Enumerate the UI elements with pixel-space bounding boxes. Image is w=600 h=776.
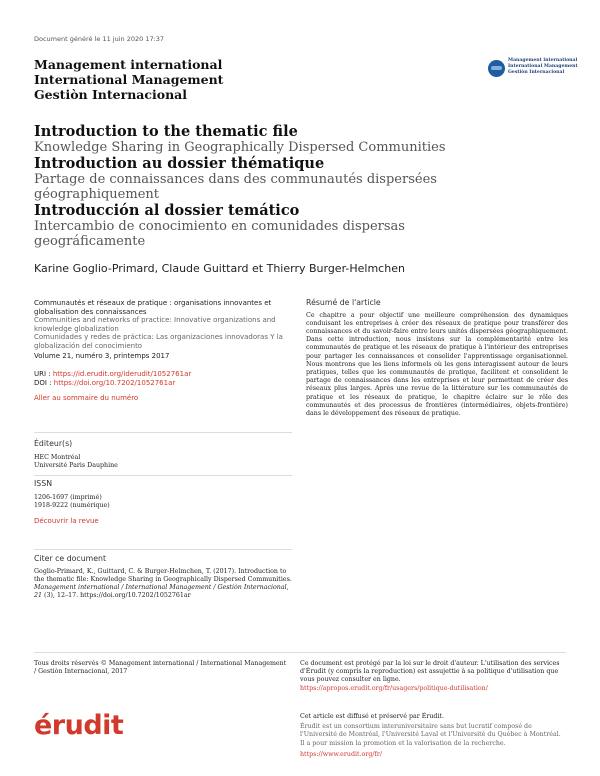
copyright-notice [300, 660, 562, 693]
doi-line [34, 379, 292, 388]
issue-title-en: Communities and networks of practice: Innovative organizations and knowledge globalization [34, 316, 276, 333]
issue-title-fr: Communautés et réseaux de pratique : organisations innovantes et globalisation des connaissances [34, 299, 272, 316]
editor-name: HEC Montréal [34, 453, 81, 461]
uri-line [34, 370, 292, 379]
generated-date: Document généré le 11 juin 2020 17:37 [34, 35, 165, 43]
divider [34, 652, 566, 653]
erudit-logo: érudit [34, 710, 124, 741]
citation-text [34, 568, 292, 600]
erudit-info [300, 713, 562, 759]
title-en: Introduction to the thematic file [34, 123, 298, 140]
issn-digital: 1918-9222 (numérique) [34, 501, 110, 509]
issn-section [34, 480, 292, 525]
subtitle-es: Intercambio de conocimiento en comunidades dispersas geográficamente [34, 219, 405, 249]
journal-name-es: Gestiòn Internacional [34, 87, 188, 102]
issue-info [34, 299, 292, 403]
title-fr: Introduction au dossier thématique [34, 155, 325, 172]
editor-section [34, 440, 292, 470]
discover-journal-link[interactable]: Découvrir la revue [34, 516, 99, 525]
uri-label: URI : [34, 370, 53, 379]
erudit-link[interactable]: https://www.erudit.org/fr/ [300, 750, 382, 758]
uri-link[interactable]: https://id.erudit.org/iderudit/1052761ar [52, 370, 192, 379]
editor-name: Université Paris Dauphine [34, 461, 118, 469]
logo-line: International Management [508, 64, 578, 69]
erudit-description: Érudit est un consortium interuniversitaire sans but lucratif composé de l'Université de Montréal, l'Université Laval et l'Université du Québec à Montréal. Il a pour mission la promotion et la valorisation de la recherche. [300, 723, 561, 747]
usage-policy-link[interactable]: https://apropos.erudit.org/fr/usagers/politique-dutilisation/ [300, 684, 488, 692]
subtitle-fr: Partage de connaissances dans des communautés dispersées géographiquement [34, 172, 437, 202]
table-of-contents-link[interactable]: Aller au sommaire du numéro [34, 394, 139, 403]
abstract-heading: Résumé de l'article [306, 298, 381, 307]
journal-logo [488, 57, 578, 83]
journal-names [34, 57, 223, 102]
doi-link[interactable]: https://doi.org/10.7202/1052761ar [53, 378, 176, 387]
issue-volume: Volume 21, numéro 3, printemps 2017 [34, 351, 170, 360]
citation-part: Goglio-Primard, K., Guittard, C. & Burger-Helmchen, T. (2017). Introduction to the thematic file: Knowledge Sharing in Geographically Dispersed Communities. [34, 567, 292, 583]
divider [34, 475, 292, 476]
issue-title-es: Comunidades y redes de práctica: Las organizaciones innovadoras Y la globalización del conocimiento [34, 333, 283, 350]
abstract-section [306, 299, 568, 418]
citation-part: (3), 12–17. https://doi.org/10.7202/1052761ar [42, 591, 191, 599]
journal-name-en: International Management [34, 72, 224, 87]
issn-heading: ISSN [34, 479, 53, 488]
divider [34, 549, 292, 550]
journal-name-fr: Management international [34, 57, 223, 72]
title-es: Introducción al dossier temático [34, 202, 300, 219]
rights-notice: Tous droits réservés © Management international / International Management / Gestiòn Internacional, 2017 [34, 660, 287, 676]
authors: Karine Goglio-Primard, Claude Guittard et Thierry Burger-Helmchen [34, 262, 405, 275]
issn-print: 1206-1697 (imprimé) [34, 493, 102, 501]
citation-journal: Management international / International Management / Gestiòn Internacional, 21 [34, 583, 289, 599]
abstract-text: Ce chapitre a pour objectif une meilleure compréhension des dynamiques conduisant les entreprises à créer des réseaux de pratique pour transférer des connaissances et du savoir-faire entre leurs unités dispersées géographiquement. Dans cette introduction, nous insistons sur la complémentarité entre les communautés de pratique et les réseaux de pratique à l'intérieur des entreprises pour partager les connaissances et consolider l'apprentissage organisationnel. Nous montrons que les liens informels où les gens interagissent autour de leurs pratiques, telles que les communautés de pratique, facilitent et consolident le partage de connaissances dans les entreprises et leur permettent de créer des réseaux plus larges. Après une revue de la littérature sur les communautés de pratique et les réseaux de pratique, le chapitre éclaire sur le rôle des communautés et des processus de frontières (intermédiaires, objets-frontière) dans le développement des réseaux de pratique. [306, 311, 568, 418]
editor-heading: Éditeur(s) [34, 439, 73, 448]
doi-label: DOI : [34, 378, 54, 387]
copyright-text: Ce document est protégé par la loi sur le droit d'auteur. L'utilisation des services d'Érudit (y compris la reproduction) est assujettie à sa politique d'utilisation que vous pouvez consulter en ligne. [300, 660, 560, 684]
logo-line: Gestiòn Internacional [508, 70, 565, 75]
cite-heading: Citer ce document [34, 554, 107, 563]
subtitle-en: Knowledge Sharing in Geographically Dispersed Communities [34, 140, 446, 155]
globe-icon [488, 60, 505, 77]
cite-section [34, 555, 292, 600]
article-titles [34, 124, 504, 250]
erudit-heading: Cet article est diffusé et préservé par Érudit. [300, 713, 444, 720]
divider [34, 432, 292, 433]
logo-line: Management international [508, 58, 578, 63]
